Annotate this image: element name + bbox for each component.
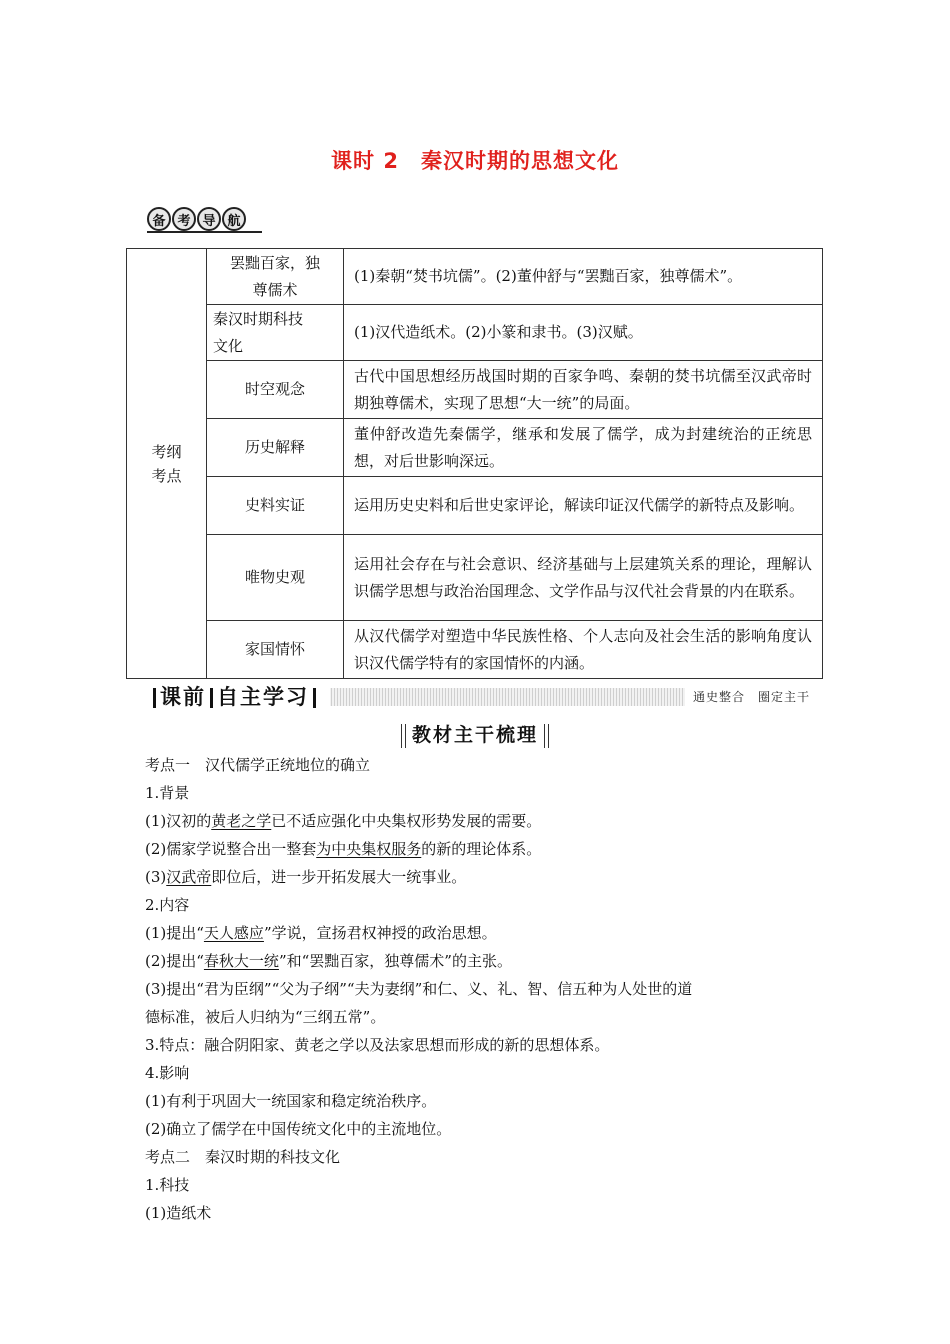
row-content: (1)秦朝“焚书坑儒”。(2)董仲舒与“罢黜百家，独尊儒术”。 bbox=[354, 267, 743, 285]
page-title bbox=[0, 145, 950, 175]
fill-blank: 黄老之学 bbox=[211, 812, 272, 830]
row-label-cell bbox=[207, 305, 344, 361]
fill-blank: 为中央集权服务 bbox=[316, 840, 422, 858]
lesson-topic: 秦汉时期的思想文化 bbox=[420, 149, 619, 173]
yx-item-1: (1)有利于巩固大一统国家和稳定统治秩序。 bbox=[145, 1092, 437, 1110]
table-row bbox=[127, 477, 823, 535]
row-label: 时空观念 bbox=[244, 380, 305, 398]
table-row bbox=[127, 419, 823, 477]
heading-bracket bbox=[544, 724, 549, 748]
fill-blank: 天人感应 bbox=[203, 924, 264, 942]
table-row bbox=[127, 249, 823, 305]
nr-title: 2.内容 bbox=[145, 896, 190, 914]
row-label-cell bbox=[207, 361, 344, 419]
row-content-cell bbox=[344, 477, 823, 535]
section-bar-label bbox=[145, 685, 330, 709]
row-label: 罢黜百家，独 尊儒术 bbox=[229, 253, 320, 299]
badge-char: 考 bbox=[172, 207, 196, 231]
row-content: 古代中国思想经历战国时期的百家争鸣、秦朝的焚书坑儒至汉武帝时期独尊儒术，实现了思想“大一统”的局面。 bbox=[354, 366, 812, 412]
row-label-cell bbox=[207, 621, 344, 679]
bg-title: 1.背景 bbox=[145, 784, 190, 802]
section-bar bbox=[145, 685, 812, 709]
exam-guide-badge bbox=[147, 207, 246, 231]
text: (1)汉初的 bbox=[145, 812, 212, 830]
text: 的新的理论体系。 bbox=[421, 840, 542, 858]
row-label: 唯物史观 bbox=[244, 568, 305, 586]
kp2-title: 考点二 秦汉时期的科技文化 bbox=[145, 1148, 341, 1166]
yx-title: 4.影响 bbox=[145, 1064, 190, 1082]
text: (2)提出“ bbox=[145, 952, 204, 970]
kj-item-1: (1)造纸术 bbox=[145, 1204, 212, 1222]
row-label: 家国情怀 bbox=[244, 640, 305, 658]
badge-underline bbox=[147, 231, 262, 233]
badge-char: 航 bbox=[222, 207, 246, 231]
lesson-number: 课时 2 bbox=[331, 149, 399, 173]
kj-title: 1.科技 bbox=[145, 1176, 190, 1194]
table-row bbox=[127, 305, 823, 361]
text: (2)儒家学说整合出一整套 bbox=[145, 840, 317, 858]
row-content-cell bbox=[344, 621, 823, 679]
kp1-title: 考点一 汉代儒学正统地位的确立 bbox=[145, 756, 371, 774]
fill-blank: 汉武帝 bbox=[166, 868, 212, 886]
text: 已不适应强化中央集权形势发展的需要。 bbox=[271, 812, 542, 830]
row-content-cell bbox=[344, 305, 823, 361]
row-content-cell bbox=[344, 419, 823, 477]
fill-blank: 春秋大一统 bbox=[203, 952, 279, 970]
nr-item-3-line-2: 德标准，被后人归纳为“三纲五常”。 bbox=[145, 1008, 386, 1026]
row-label-cell bbox=[207, 535, 344, 621]
bar-divider bbox=[313, 688, 316, 708]
exam-points-table bbox=[126, 248, 823, 679]
text: 即位后，进一步开拓发展大一统事业。 bbox=[211, 868, 467, 886]
features: 3.特点：融合阴阳家、黄老之学以及法家思想而形成的新的思想体系。 bbox=[145, 1036, 610, 1054]
table-row bbox=[127, 361, 823, 419]
section-bar-left-b: 自主学习 bbox=[217, 685, 309, 709]
bg-item-2 bbox=[145, 835, 810, 863]
bg-item-3 bbox=[145, 863, 810, 891]
text: ”学说，宣扬君权神授的政治思想。 bbox=[263, 924, 497, 942]
table-row bbox=[127, 621, 823, 679]
heading-bracket bbox=[401, 724, 406, 748]
row-label: 史料实证 bbox=[244, 496, 305, 514]
nr-item-3-line-1: (3)提出“君为臣纲”“父为子纲”“夫为妻纲”和仁、义、礼、智、信五种为人处世的道 bbox=[145, 980, 693, 998]
section-heading bbox=[0, 720, 950, 748]
row-label: 秦汉时期科技 文化 bbox=[213, 309, 304, 355]
row-label: 历史解释 bbox=[244, 438, 305, 456]
text: (1)提出“ bbox=[145, 924, 204, 942]
group-label: 考纲 考点 bbox=[151, 442, 182, 485]
text: (3) bbox=[145, 868, 167, 886]
section-bar-left-a: 课前 bbox=[160, 685, 206, 709]
row-content-cell bbox=[344, 535, 823, 621]
nr-item-2 bbox=[145, 947, 810, 975]
bg-item-1 bbox=[145, 807, 810, 835]
row-content: 运用社会存在与社会意识、经济基础与上层建筑关系的理论，理解认识儒学思想与政治治国理念、文学作品与汉代社会背景的内在联系。 bbox=[354, 554, 812, 600]
row-content: 董仲舒改造先秦儒学，继承和发展了儒学，成为封建统治的正统思想，对后世影响深远。 bbox=[354, 424, 812, 470]
row-label-cell bbox=[207, 477, 344, 535]
row-label-cell bbox=[207, 249, 344, 305]
row-content-cell bbox=[344, 249, 823, 305]
study-content bbox=[145, 751, 810, 1227]
row-content: 从汉代儒学对塑造中华民族性格、个人志向及社会生活的影响角度认识汉代儒学特有的家国情怀的内涵。 bbox=[354, 626, 812, 672]
table-row bbox=[127, 535, 823, 621]
section-heading-text: 教材主干梳理 bbox=[411, 724, 538, 746]
row-label-cell bbox=[207, 419, 344, 477]
badge-char: 导 bbox=[197, 207, 221, 231]
nr-item-1 bbox=[145, 919, 810, 947]
bar-divider bbox=[153, 688, 156, 708]
bar-divider bbox=[210, 688, 213, 708]
section-bar-right: 通史整合 圈定主干 bbox=[685, 687, 812, 707]
badge-char: 备 bbox=[147, 207, 171, 231]
group-label-cell bbox=[127, 249, 207, 679]
text: ”和“罢黜百家，独尊儒术”的主张。 bbox=[278, 952, 512, 970]
row-content-cell bbox=[344, 361, 823, 419]
row-content: 运用历史史料和后世史家评论，解读印证汉代儒学的新特点及影响。 bbox=[354, 496, 805, 514]
yx-item-2: (2)确立了儒学在中国传统文化中的主流地位。 bbox=[145, 1120, 452, 1138]
row-content: (1)汉代造纸术。(2)小篆和隶书。(3)汉赋。 bbox=[354, 323, 643, 341]
